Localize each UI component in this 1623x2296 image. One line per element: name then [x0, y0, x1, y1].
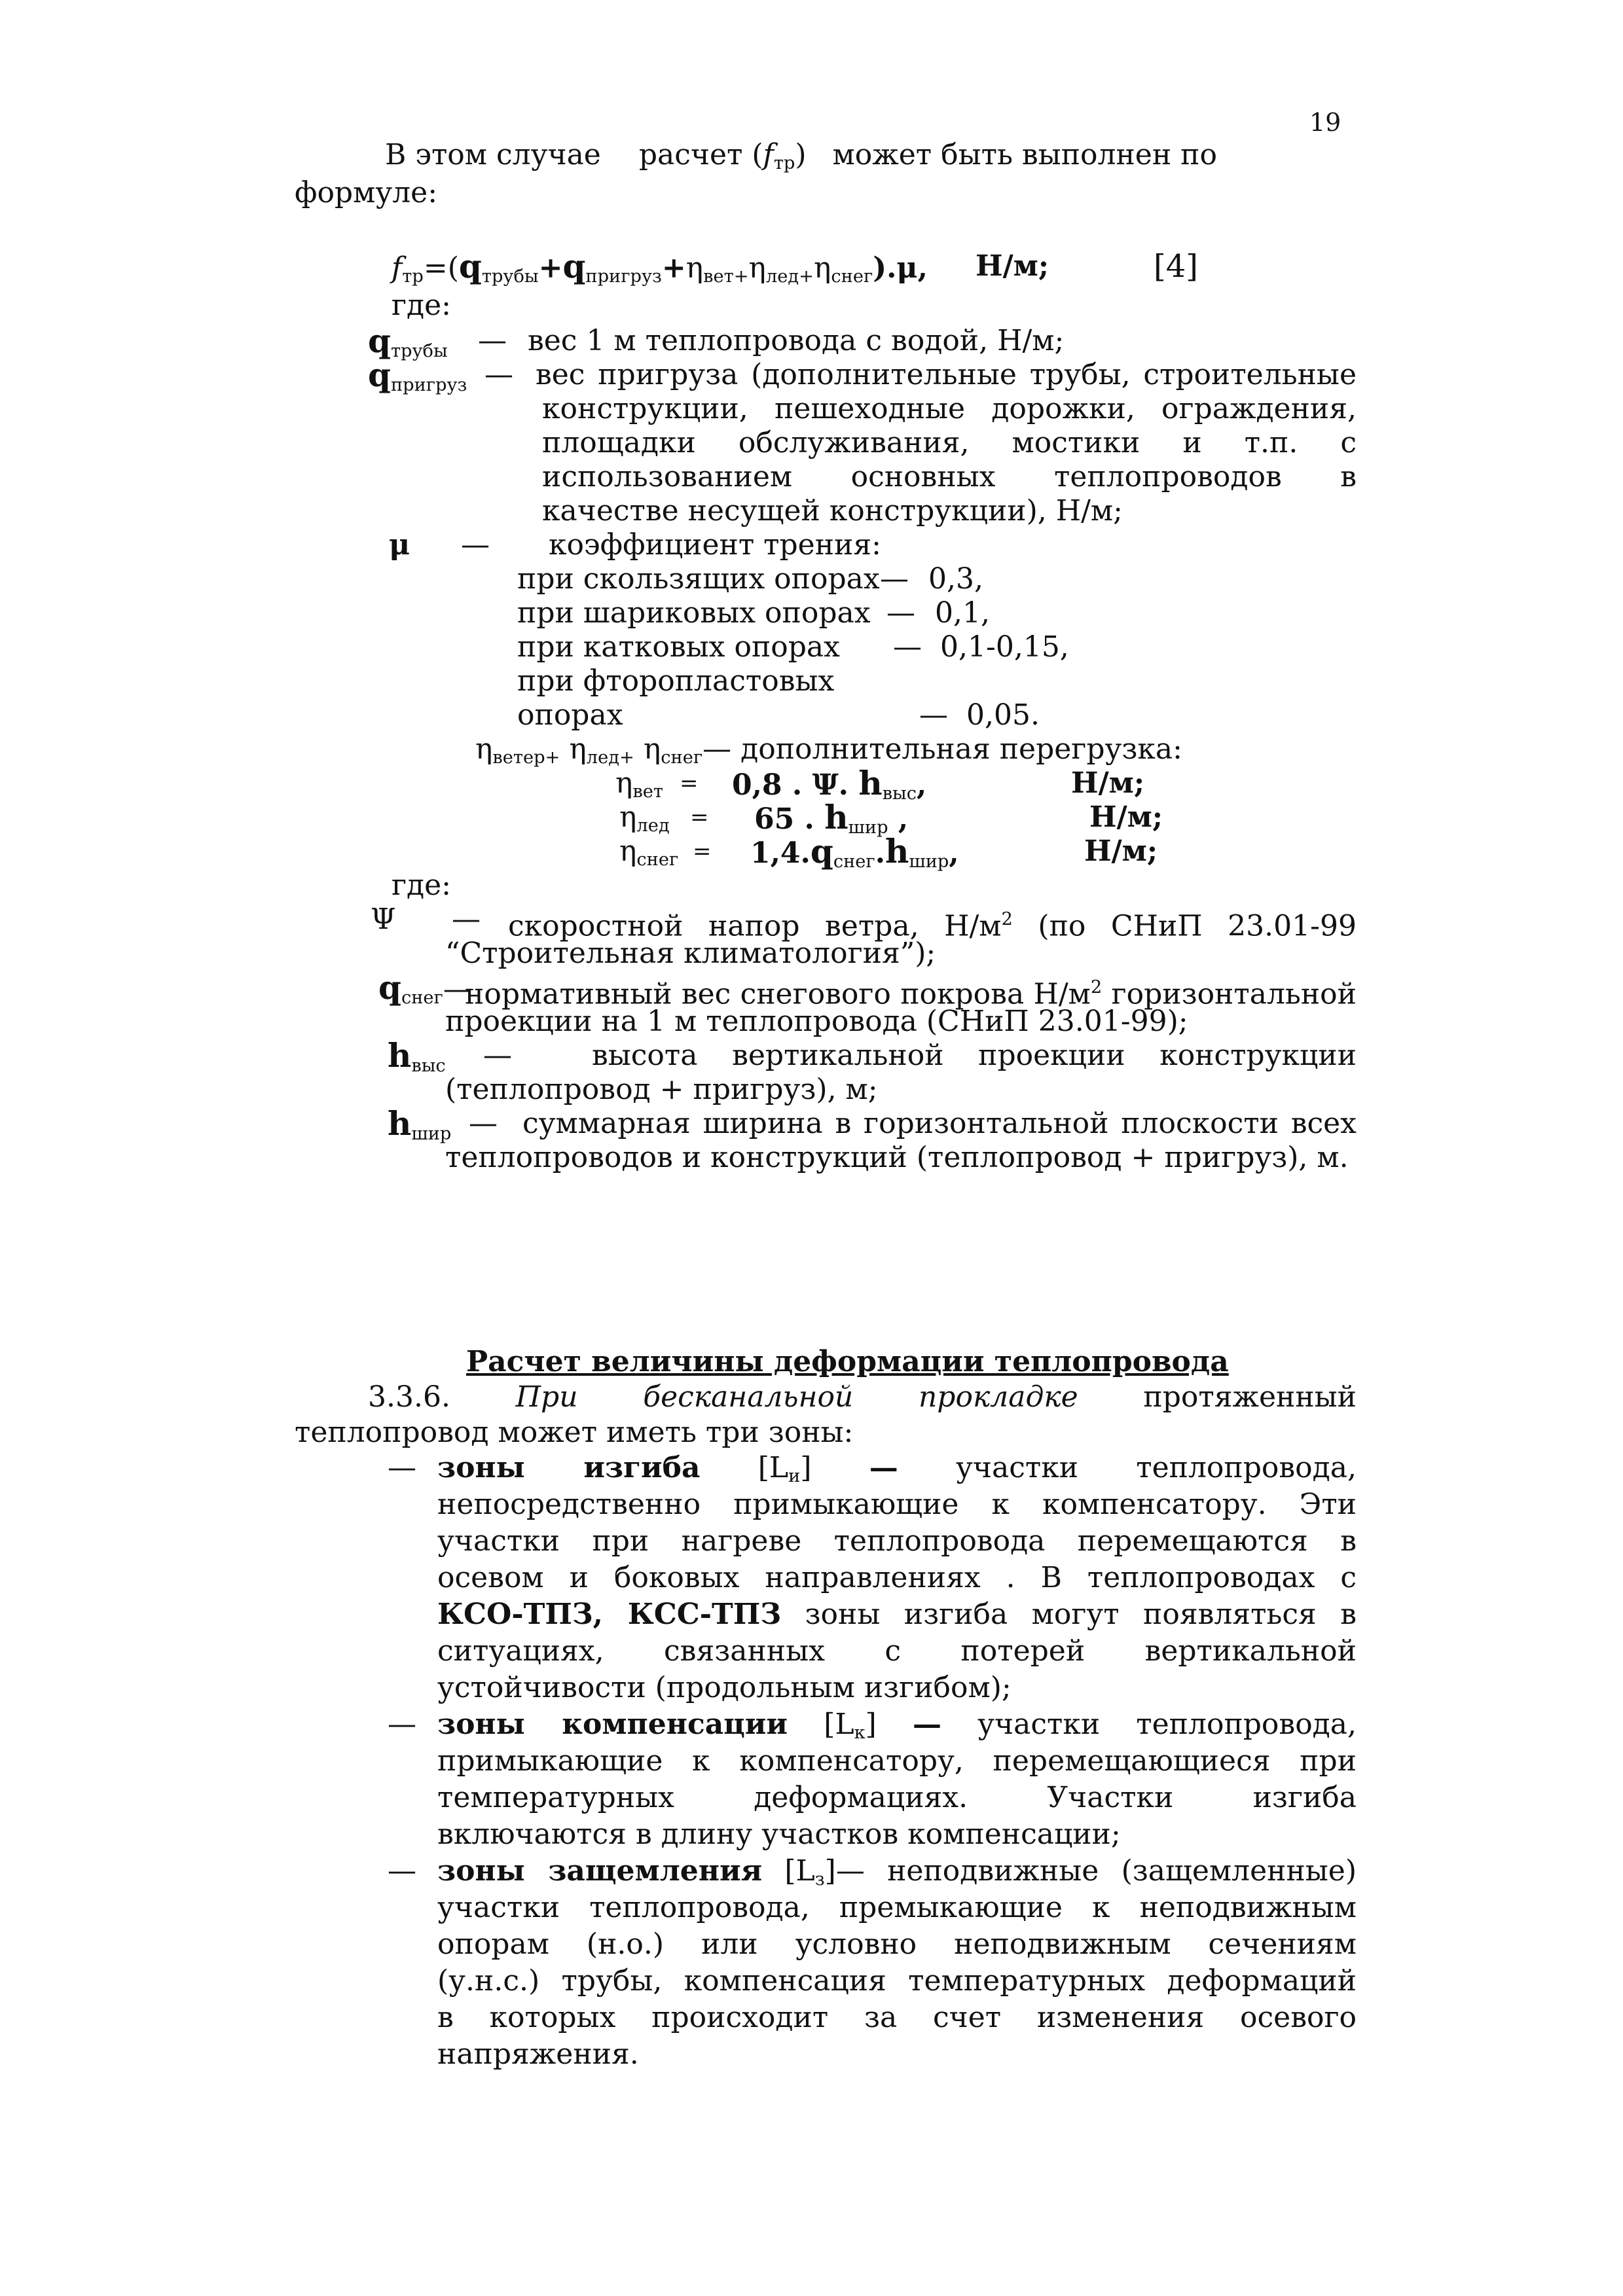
- def-hvys-sub: выс: [411, 1055, 446, 1076]
- eq-ice-tail: ,: [888, 802, 909, 836]
- def-hshir-line2: теплопроводов и конструкций (теплопровод + пригруз), м.: [445, 1141, 1349, 1174]
- intro-text-d: может быть выполнен по: [832, 138, 1217, 171]
- eq-wind-equals: =: [680, 770, 699, 797]
- def-mu-symbol: μ: [389, 528, 410, 562]
- zone-2-name: зоны компенсации: [437, 1708, 788, 1741]
- ov-eta1: η: [475, 732, 493, 766]
- formula-plus4: +: [799, 266, 814, 287]
- def-q-load-line-4: качестве несущей конструкции), Н/м;: [542, 494, 1123, 528]
- formula-unit: Н/м;: [976, 249, 1049, 283]
- formula-plus3: +: [733, 266, 749, 287]
- ov-dash: —: [702, 732, 732, 766]
- eq-ice-eta: η: [619, 800, 637, 834]
- where-label-1: где:: [392, 289, 452, 322]
- section-line-2: теплопровод может иметь три зоны:: [295, 1416, 854, 1449]
- eq-wind-eta: η: [615, 766, 633, 800]
- mu-row-3-label: при катковых опорах: [517, 630, 840, 664]
- zone-2-label: [824, 1708, 877, 1741]
- formula-ref: [4]: [1154, 248, 1198, 285]
- eq-wind-hsub: выс: [882, 783, 917, 804]
- def-psi-symbol: Ψ: [371, 903, 396, 936]
- eq-snow-q: q: [810, 832, 833, 870]
- zone-1-first-tail: участки теплопровода,: [956, 1451, 1357, 1484]
- def-q-load-dash: —: [484, 358, 513, 391]
- def-hshir-symbol: [388, 1106, 451, 1152]
- def-hshir-dash: —: [469, 1107, 498, 1140]
- def-q-load-line-3: использованием основных теплопроводов в: [542, 460, 1357, 493]
- def-mu-text: коэффициент трения:: [549, 528, 881, 562]
- def-hvys-symbol: [388, 1038, 446, 1084]
- def-hvys-first: высота вертикальной проекции конструкции: [592, 1039, 1357, 1072]
- eq-ice-equals: =: [690, 804, 709, 831]
- intro-line-1: [385, 137, 1217, 181]
- formula-eta3: η: [814, 251, 831, 285]
- formula-f-sub: тр: [402, 266, 424, 287]
- def-qsnow-q: q: [378, 968, 401, 1007]
- section-first-tail: протяженный: [1143, 1380, 1357, 1414]
- formula-close: ).: [873, 251, 897, 285]
- def-q-pipe-dash: —: [478, 324, 507, 357]
- formula-mu: μ,: [896, 251, 928, 285]
- friction-formula: [392, 249, 928, 295]
- mu-row-2-value: 0,1,: [935, 596, 990, 630]
- zone-1-line-5: устойчивости (продольным изгибом);: [437, 1671, 1012, 1704]
- eq-wind-h: h: [858, 764, 883, 802]
- zone-1-line-2: участки при нагреве теплопровода перемещаются в: [437, 1524, 1357, 1558]
- section-first-line: [368, 1380, 1357, 1415]
- section-italic: При бесканальной прокладке: [515, 1380, 1078, 1414]
- eq-snow-rhs: [750, 834, 959, 880]
- def-qsnow-line2: проекции на 1 м теплопровода (СНиП 23.01-99);: [445, 1005, 1188, 1038]
- def-psi-sup: 2: [1001, 909, 1013, 929]
- eq-snow-sub: снег: [636, 849, 679, 870]
- eq-snow-expr: 1,4.: [750, 836, 811, 870]
- zone-1-label-close: ]: [800, 1451, 812, 1484]
- ov-plus1: +: [545, 747, 560, 768]
- mu-row-3-dash: —: [893, 630, 922, 664]
- formula-q2-sub: пригруз: [585, 266, 662, 287]
- eq-snow-qsub: снег: [833, 851, 875, 872]
- where-label-2: где:: [392, 869, 452, 902]
- formula-eta2-sub: лед: [765, 266, 799, 287]
- zone-3-line-3: (у.н.с.) трубы, компенсация температурных деформаций: [437, 1964, 1357, 1998]
- zone-2-label-sub: к: [854, 1722, 866, 1743]
- formula-eta1: η: [685, 251, 704, 285]
- zone-1-dash: —: [388, 1451, 416, 1484]
- zone-2-first-tail: участки теплопровода,: [977, 1708, 1357, 1741]
- def-hshir-sub: шир: [411, 1123, 452, 1144]
- def-hshir-h: h: [388, 1104, 412, 1143]
- page-number: 19: [1309, 108, 1341, 137]
- def-psi-line2: “Строительная климатология”);: [445, 937, 936, 970]
- zone-1-label-open: [L: [757, 1451, 789, 1484]
- formula-eta1-sub: вет: [703, 266, 734, 287]
- eq-wind-tail: ,: [917, 768, 927, 802]
- mu-row-1-dash: —: [880, 562, 909, 596]
- eq-snow-tail: ,: [949, 836, 959, 870]
- zone-2-line-3: включаются в длину участков компенсации;: [437, 1818, 1121, 1851]
- def-qsnow-dash: —: [443, 973, 472, 1006]
- def-hvys-h: h: [388, 1036, 412, 1075]
- eq-snow-h: h: [885, 832, 909, 870]
- ov-eta1-sub: ветер: [492, 747, 545, 768]
- eq-ice-expr: 65 .: [754, 802, 825, 836]
- zone-3-dash: —: [388, 1854, 416, 1888]
- mu-row-4-label: при фторопластовых: [517, 664, 835, 698]
- ov-eta2-sub: лед: [586, 747, 620, 768]
- ov-text: дополнительная перегрузка:: [740, 732, 1182, 766]
- ov-eta2: η: [569, 732, 587, 766]
- mu-row-3-value: 0,1-0,15,: [940, 630, 1069, 664]
- zone-2-dash: —: [388, 1708, 416, 1741]
- mu-row-1-value: 0,3,: [928, 562, 983, 596]
- zone-2-label-close: ]: [865, 1708, 877, 1741]
- eq-wind-unit: Н/м;: [1071, 766, 1145, 800]
- def-q-pipe-text: вес 1 м теплопровода с водой, Н/м;: [528, 324, 1065, 357]
- zone-3-first-tail: неподвижные (защемленные): [887, 1854, 1357, 1888]
- zone-2-label-open: [L: [824, 1708, 854, 1741]
- eq-snow-lhs: [619, 834, 678, 878]
- eq-snow-equals: =: [693, 838, 712, 865]
- zone-3-label-open: [L: [784, 1854, 815, 1888]
- def-hvys-dash: —: [483, 1039, 512, 1072]
- def-q-load-sub: пригруз: [390, 374, 467, 395]
- def-q-load-first: вес пригруза (дополнительные трубы, строительные: [536, 358, 1357, 391]
- formula-eta2: η: [748, 251, 766, 285]
- def-q-load-line-1: конструкции, пешеходные дорожки, ограждения,: [542, 392, 1357, 425]
- def-q-pipe-sub: трубы: [390, 340, 448, 361]
- mu-row-2-dash: —: [886, 596, 915, 630]
- zone-2-line-1: примыкающие к компенсатору, перемещающиеся при: [437, 1744, 1357, 1778]
- def-qsnow-tail: горизонтальной: [1102, 977, 1357, 1011]
- zone-1-line-3: осевом и боковых направлениях . В теплопроводах с: [437, 1561, 1357, 1594]
- def-q-load-symbol: [368, 357, 467, 403]
- zone-1-bold-part: КСО-ТПЗ, КСС-ТПЗ: [437, 1598, 782, 1631]
- def-mu-dash: —: [461, 528, 490, 562]
- eq-snow-eta: η: [619, 834, 637, 868]
- f-symbol: f: [763, 138, 774, 171]
- formula-f: f: [392, 251, 403, 285]
- zone-3-label-sub: з: [814, 1869, 825, 1890]
- eq-ice-sub: лед: [636, 815, 670, 836]
- eq-ice-unit: Н/м;: [1089, 800, 1163, 834]
- def-psi-dash: —: [452, 903, 481, 936]
- def-hshir-first: суммарная ширина в горизонтальной плоскости всех: [522, 1107, 1357, 1140]
- eq-ice-hsub: шир: [848, 817, 888, 838]
- section-title: Расчет величины деформации теплопровода: [466, 1345, 1229, 1378]
- def-qsnow-sub: снег: [401, 987, 443, 1008]
- intro-text-c: ): [795, 138, 807, 171]
- eq-snow-dot: .: [875, 836, 886, 870]
- eq-wind-sub: вет: [632, 781, 663, 802]
- def-hvys-line2: (теплопровод + пригруз), м;: [445, 1073, 878, 1106]
- f-subscript: тр: [773, 152, 795, 173]
- zone-1-line-4: ситуациях, связанных с потерей вертикальной: [437, 1634, 1357, 1668]
- mu-row-5-label: опорах: [517, 698, 623, 732]
- def-qsnow-sup: 2: [1090, 977, 1103, 997]
- formula-q1-sub: трубы: [481, 266, 539, 287]
- intro-text-b: расчет (: [638, 138, 763, 171]
- zone-3-line-2: опорам (н.о.) или условно неподвижным сечениям: [437, 1928, 1357, 1961]
- eq-ice-h: h: [824, 798, 848, 836]
- eq-snow-hsub: шир: [909, 851, 949, 872]
- def-psi-first-text: скоростной напор ветра, Н/м: [508, 909, 1002, 943]
- zone-1-sep: —: [869, 1451, 898, 1484]
- mu-row-2-label: при шариковых опорах: [517, 596, 871, 630]
- zone-3-line-1: участки теплопровода, премыкающие к неподвижным: [437, 1891, 1357, 1924]
- zone-1-name: зоны изгиба: [437, 1451, 701, 1484]
- def-psi-tail: (по СНиП 23.01-99: [1012, 909, 1357, 943]
- zone-3-name: зоны защемления: [437, 1854, 763, 1888]
- formula-q1: q: [458, 247, 482, 285]
- mu-row-5-dash: —: [919, 698, 948, 732]
- zone-1-bold-tail: зоны изгиба могут появляться в: [805, 1598, 1357, 1631]
- zone-1-bold-line: [437, 1597, 1357, 1632]
- formula-eta3-sub: снег: [831, 266, 873, 287]
- section-number: 3.3.6.: [368, 1380, 450, 1414]
- zone-1-label: [758, 1451, 812, 1484]
- zone-3-label: [784, 1854, 835, 1888]
- def-qsnow-first-text: нормативный вес снегового покрова Н/м: [465, 977, 1091, 1011]
- mu-row-5-value: 0,05.: [966, 698, 1040, 732]
- eq-snow-unit: Н/м;: [1084, 834, 1158, 868]
- zone-2-line-2: температурных деформациях. Участки изгиба: [437, 1781, 1357, 1814]
- formula-plus1: +: [538, 251, 563, 285]
- def-q-load-q: q: [368, 355, 391, 394]
- def-q-load-line-2: площадки обслуживания, мостики и т.п. с: [542, 426, 1357, 459]
- zone-3-line-4: в которых происходит за счет изменения осевого: [437, 2001, 1357, 2034]
- ov-plus2: +: [619, 747, 634, 768]
- formula-plus2: +: [661, 251, 686, 285]
- zone-2-sep: —: [912, 1708, 941, 1741]
- zone-3-label-close: ]: [824, 1854, 836, 1888]
- intro-text-a: В этом случае: [385, 138, 601, 171]
- intro-line-2: формуле:: [295, 176, 438, 209]
- zone-1-line-1: непосредственно примыкающие к компенсатору. Эти: [437, 1488, 1357, 1521]
- zone-3-line-5: напряжения.: [437, 2037, 639, 2071]
- eq-wind-expr: 0,8 . Ψ.: [732, 768, 859, 802]
- def-q-pipe-q: q: [368, 321, 391, 360]
- zone-1-label-sub: и: [788, 1465, 801, 1486]
- zone-3-sep: —: [835, 1854, 865, 1888]
- formula-q2: q: [562, 247, 586, 285]
- mu-row-1-label: при скользящих опорах: [517, 562, 880, 596]
- ov-eta3: η: [643, 732, 661, 766]
- ov-eta3-sub: снег: [661, 747, 703, 768]
- formula-eq: =(: [423, 251, 459, 285]
